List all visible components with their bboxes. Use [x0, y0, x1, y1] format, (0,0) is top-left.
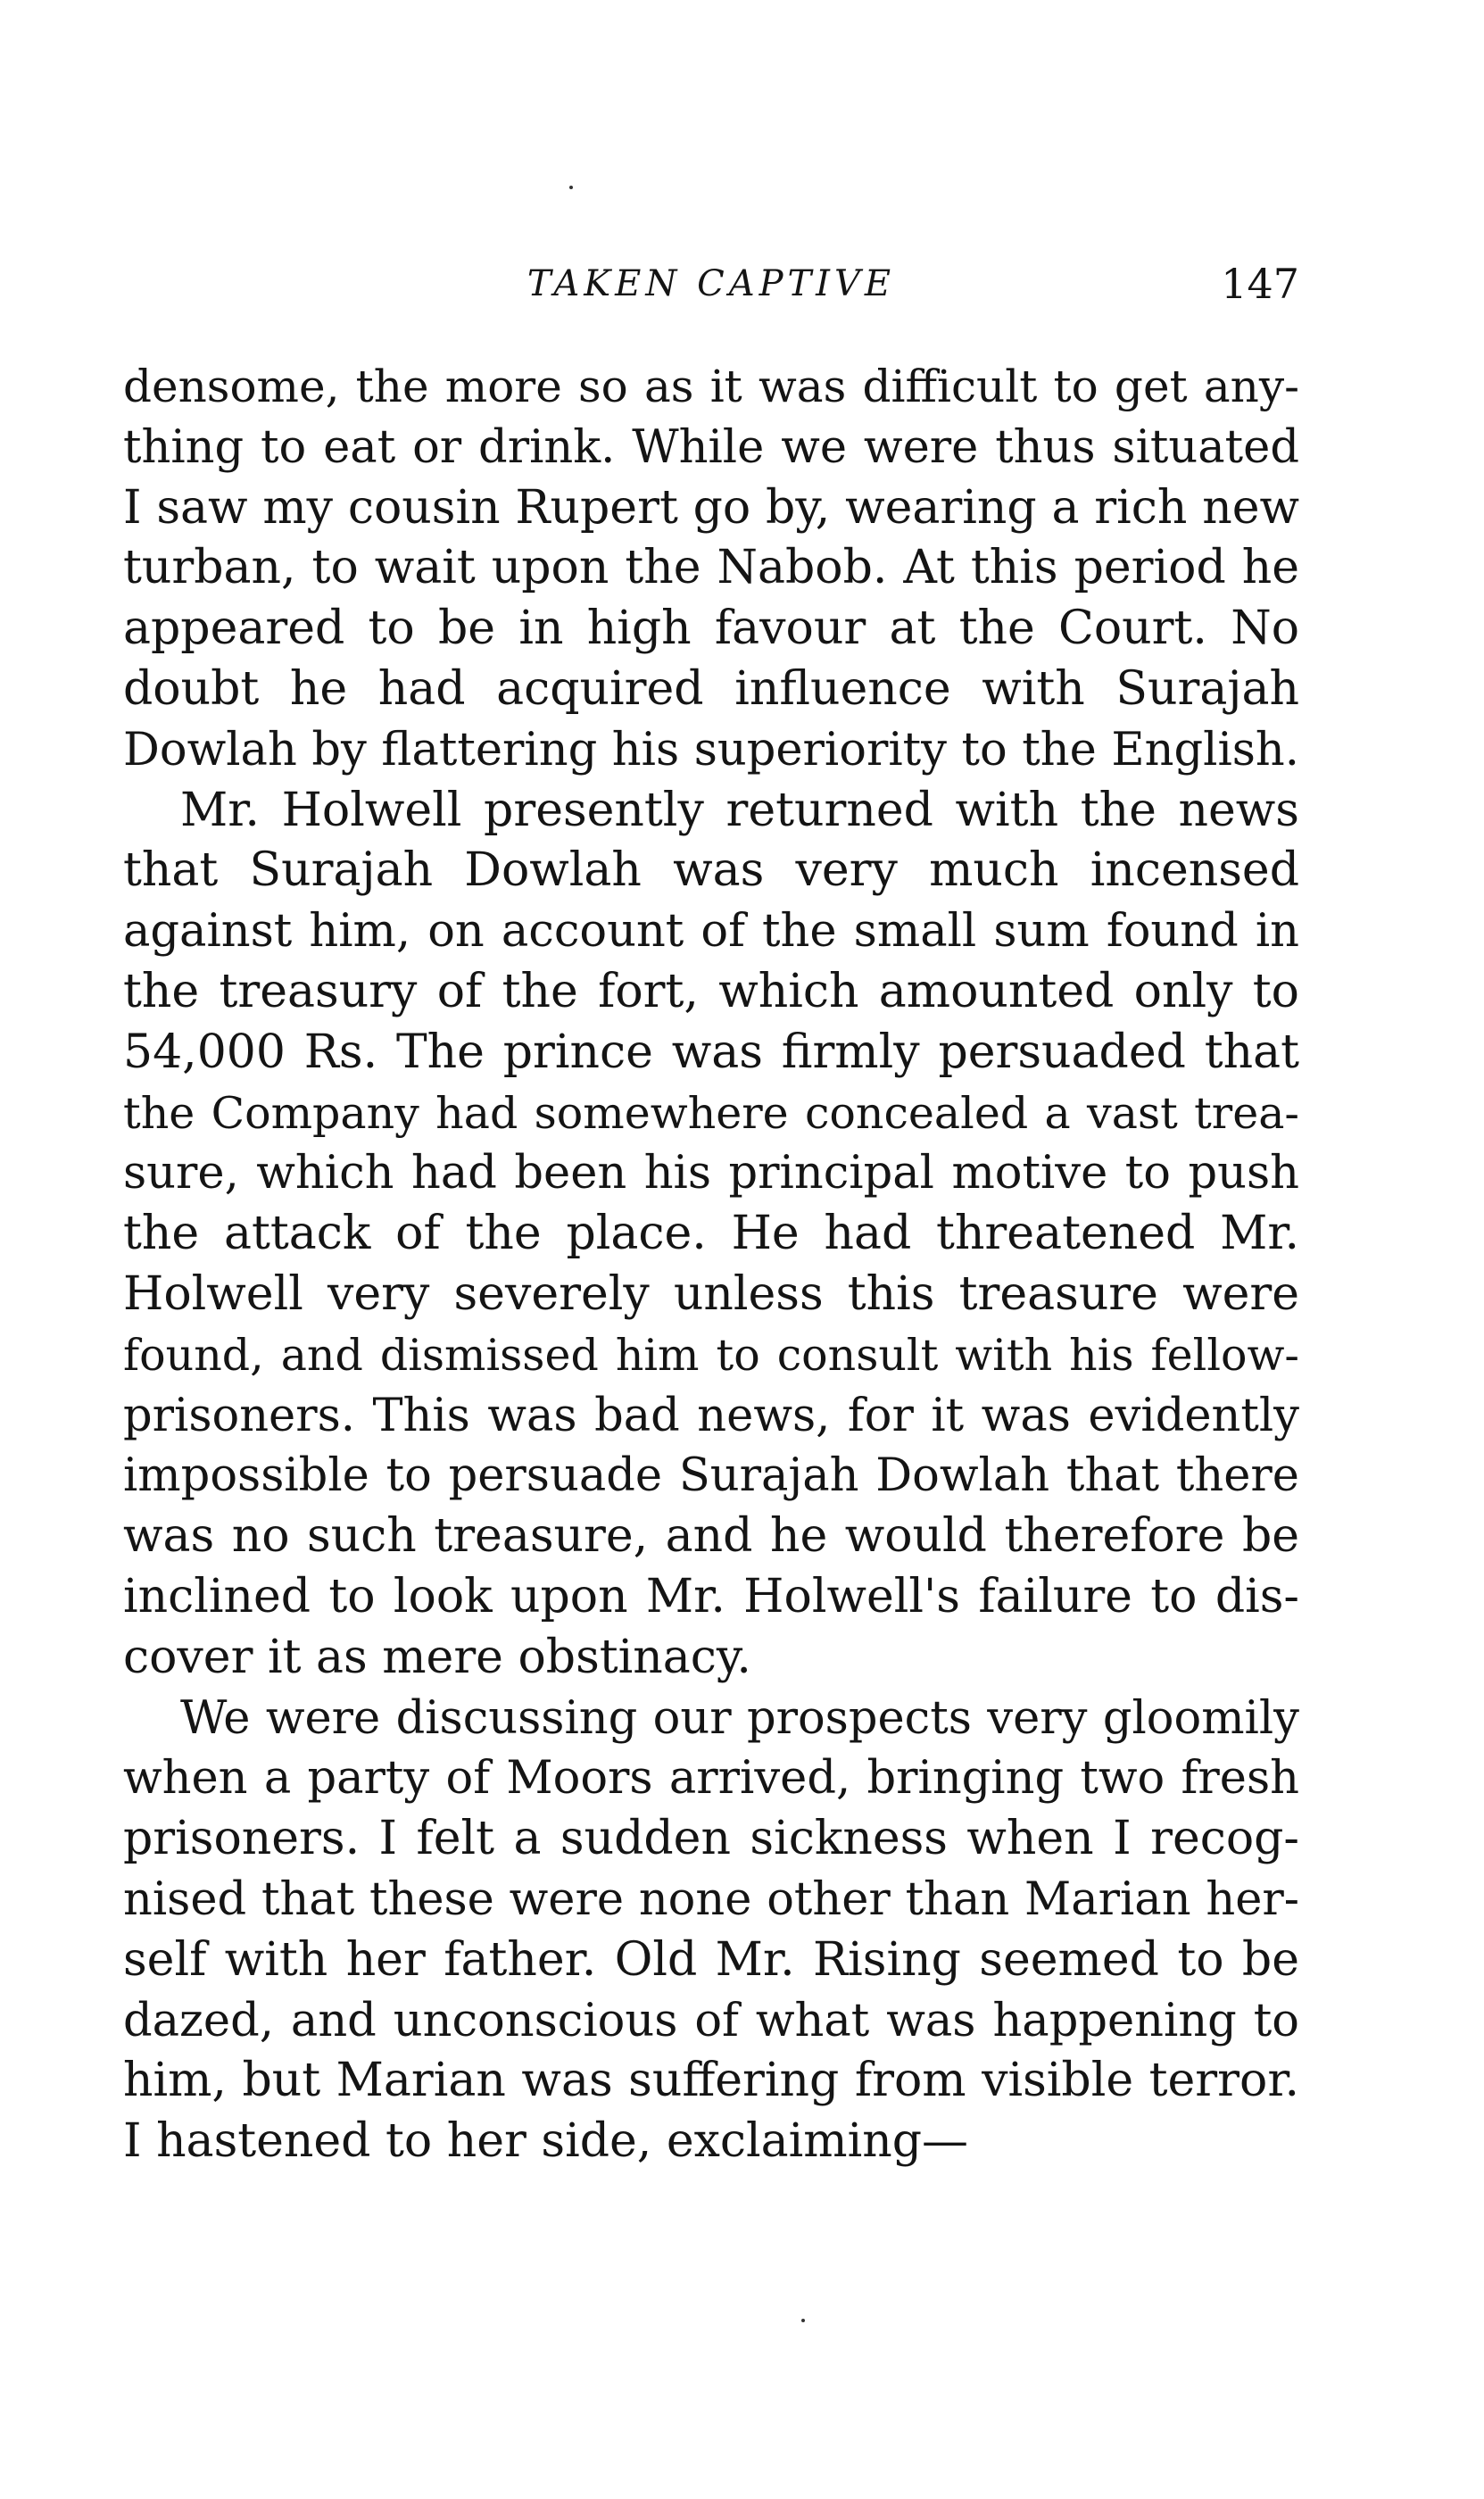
running-head: [123, 255, 1299, 312]
page-number: 147: [1221, 260, 1299, 308]
text-line: densome, the more so as it was difficult to get any-: [123, 361, 1299, 412]
text-line: prisoners. This was bad news, for it was evidently: [123, 1389, 1299, 1442]
text-line: I hastened to her side, exclaiming—: [123, 2114, 969, 2169]
text-line: Holwell very severely unless this treasure were: [123, 1266, 1299, 1321]
body-text: [123, 357, 1299, 2172]
text-line: impossible to persuade Surajah Dowlah that there: [123, 1449, 1299, 1503]
text-line: found, and dismissed him to consult with his fellow-: [123, 1329, 1299, 1381]
text-line: cover it as mere obstinacy.: [123, 1630, 751, 1684]
text-line: We were discussing our prospects very gloomily: [180, 1691, 1299, 1745]
text-line: 54,000 Rs. The prince was firmly persuaded that: [123, 1025, 1299, 1079]
text-line: inclined to look upon Mr. Holwell's failure to dis-: [123, 1569, 1299, 1623]
text-line: the attack of the place. He had threatened Mr.: [123, 1207, 1299, 1261]
text-line: dazed, and unconscious of what was happening to: [123, 1994, 1299, 2047]
text-line: when a party of Moors arrived, bringing two fresh: [123, 1752, 1299, 1806]
text-line: thing to eat or drink. While we were thus situated: [123, 420, 1299, 474]
text-line: sure, which had been his principal motive to push: [123, 1147, 1299, 1200]
text-line: Mr. Holwell presently returned with the news: [180, 783, 1299, 837]
text-line: the treasury of the fort, which amounted only to: [123, 964, 1299, 1018]
running-title: TAKEN CAPTIVE: [526, 263, 896, 304]
text-line: was no such treasure, and he would therefore be: [123, 1509, 1299, 1564]
text-line: him, but Marian was suffering from visible terror.: [123, 2054, 1299, 2108]
text-line: self with her father. Old Mr. Rising seemed to be: [123, 1932, 1299, 1987]
text-line: doubt he had acquired influence with Surajah: [123, 661, 1299, 716]
text-line: turban, to wait upon the Nabob. At this period he: [123, 541, 1299, 595]
text-line: against him, on account of the small sum found in: [123, 905, 1299, 959]
text-line: that Surajah Dowlah was very much incensed: [123, 843, 1299, 898]
text-line: I saw my cousin Rupert go by, wearing a rich new: [123, 480, 1299, 535]
ink-speck-bottom: [801, 2319, 805, 2322]
ink-speck-top: [569, 186, 573, 189]
text-line: prisoners. I felt a sudden sickness when I recog-: [123, 1812, 1299, 1866]
text-line: the Company had somewhere concealed a vast trea-: [123, 1087, 1299, 1139]
text-line: Dowlah by flattering his superiority to the English.: [123, 723, 1299, 776]
text-line: nised that these were none other than Marian her-: [123, 1872, 1299, 1926]
text-line: appeared to be in high favour at the Court. No: [123, 602, 1299, 656]
